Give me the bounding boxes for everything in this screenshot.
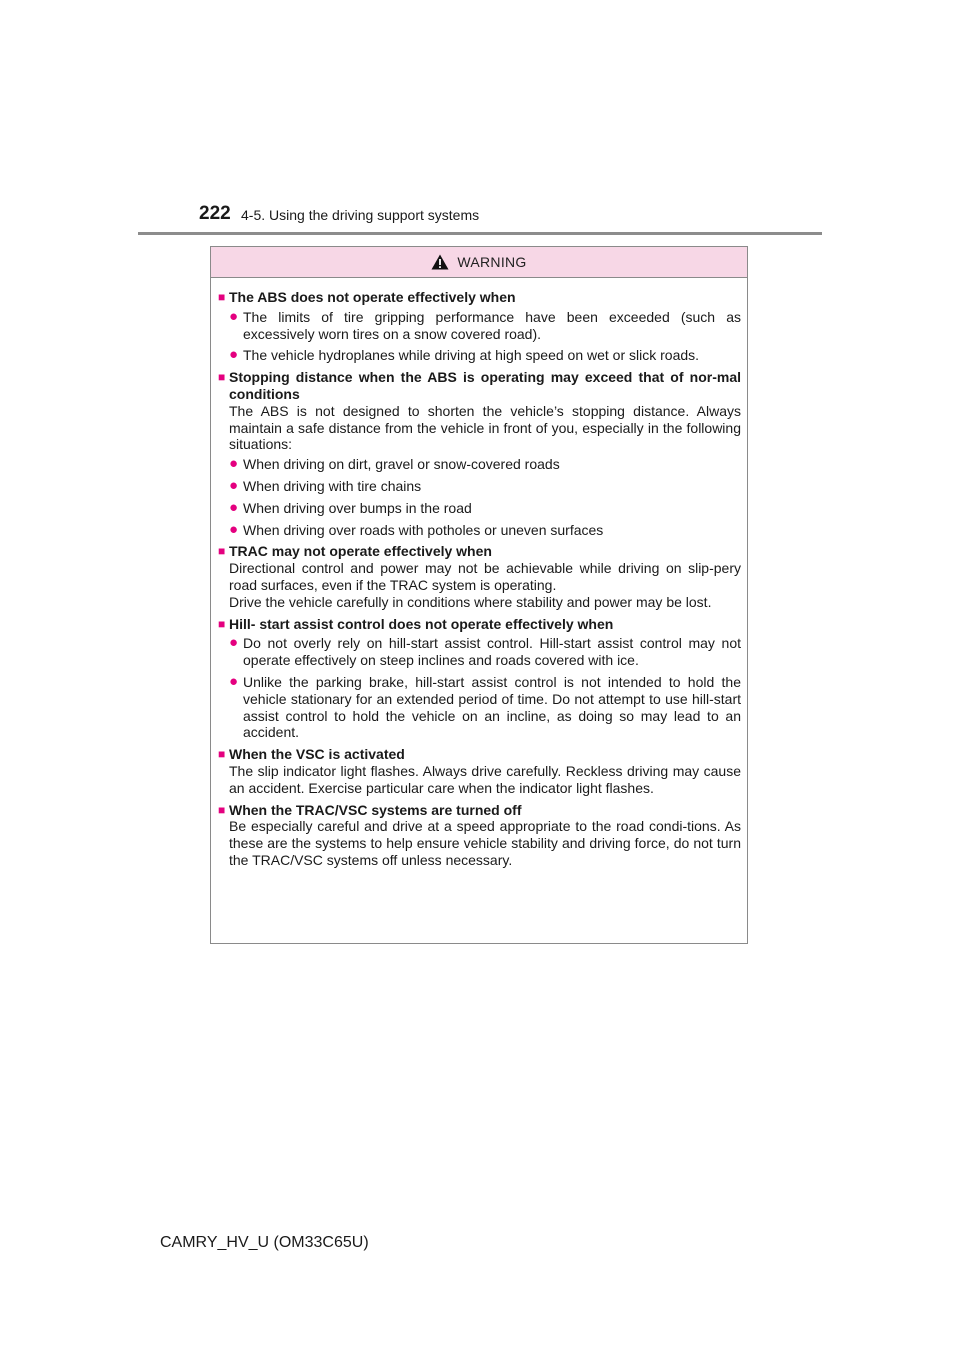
header-divider <box>138 232 822 235</box>
warning-triangle-icon <box>431 254 449 270</box>
square-bullet-icon: ■ <box>218 616 226 631</box>
bullet-text: The vehicle hydroplanes while driving at high speed on wet or slick roads. <box>243 347 700 364</box>
square-bullet-icon: ■ <box>218 747 226 762</box>
bullet-text: The limits of tire gripping performance have been exceeded (such as excessively worn tires on a snow covered road). <box>243 308 741 342</box>
bullet-text: When driving with tire chains <box>243 477 422 494</box>
warning-item-content <box>229 802 741 869</box>
bullet-list <box>229 309 741 364</box>
list-item <box>229 522 741 539</box>
warning-paragraph: Be especially careful and drive at a speed appropriate to the road condi-tions. As these are the systems to help ensure vehicle stability and driving force, do not turn the TRAC/VSC systems off unless necessary. <box>229 818 741 868</box>
bullet-list <box>229 635 741 741</box>
list-item <box>229 309 741 343</box>
circle-bullet-icon: ● <box>229 455 239 473</box>
warning-item-content <box>229 289 741 364</box>
bullet-text: When driving over roads with potholes or uneven surfaces <box>243 521 604 538</box>
warning-item <box>218 616 741 742</box>
list-item <box>229 478 741 495</box>
warning-paragraph: The ABS is not designed to shorten the vehicle’s stopping distance. Always maintain a safe distance from the vehicle in front of you, especially in the following situations: <box>229 402 741 453</box>
list-item <box>229 635 741 669</box>
page-number: 222 <box>199 203 231 224</box>
warning-item-heading: Stopping distance when the ABS is operating may exceed that of nor-mal conditions <box>229 369 741 402</box>
warning-header <box>211 247 747 278</box>
bullet-text: Do not overly rely on hill-start assist control. Hill-start assist control may not operate effectively on steep inclines and roads covered with ice. <box>243 635 741 669</box>
square-bullet-icon: ■ <box>218 290 226 304</box>
square-bullet-icon: ■ <box>218 370 226 385</box>
warning-item-content <box>229 369 741 538</box>
warning-item-content <box>229 616 741 742</box>
warning-item-heading: When the TRAC/VSC systems are turned off <box>229 801 522 818</box>
warning-item-heading: The ABS does not operate effectively when <box>229 289 516 305</box>
warning-item <box>218 802 741 869</box>
footer-model-code: CAMRY_HV_U (OM33C65U) <box>160 1234 369 1251</box>
circle-bullet-icon: ● <box>229 476 239 494</box>
circle-bullet-icon: ● <box>229 634 239 652</box>
warning-item-heading: TRAC may not operate effectively when <box>229 543 492 560</box>
list-item <box>229 347 741 364</box>
warning-body <box>211 278 747 869</box>
warning-item <box>218 746 741 796</box>
warning-item <box>218 369 741 538</box>
bullet-text: When driving over bumps in the road <box>243 499 472 516</box>
warning-item-heading: When the VSC is activated <box>229 746 405 763</box>
section-title: 4-5. Using the driving support systems <box>241 207 480 223</box>
circle-bullet-icon: ● <box>229 498 239 516</box>
list-item <box>229 500 741 517</box>
list-item <box>229 456 741 473</box>
warning-box <box>210 246 748 944</box>
warning-paragraph: Directional control and power may not be achievable while driving on slip-pery road surfaces, even if the TRAC system is operating. <box>229 560 741 593</box>
square-bullet-icon: ■ <box>218 544 226 559</box>
warning-item-content <box>229 746 741 796</box>
warning-label: WARNING <box>457 254 527 270</box>
warning-item-heading: Hill- start assist control does not operate effectively when <box>229 615 614 632</box>
square-bullet-icon: ■ <box>218 802 226 817</box>
warning-paragraph: The slip indicator light flashes. Always drive carefully. Reckless driving may cause an accident. Exercise particular care when the indicator light flashes. <box>229 762 741 796</box>
bullet-text: Unlike the parking brake, hill-start assist control is not intended to hold the vehicle stationary for an extended period of time. Do not attempt to use hill-start assist control to hold the vehicle on an incline, as doing so may lead to an accident. <box>243 673 741 741</box>
warning-item-content <box>229 543 741 610</box>
warning-paragraph: Drive the vehicle carefully in conditions where stability and power may be lost. <box>229 593 712 610</box>
circle-bullet-icon: ● <box>229 672 239 690</box>
warning-item <box>218 289 741 364</box>
circle-bullet-icon: ● <box>229 346 239 364</box>
warning-item <box>218 543 741 610</box>
bullet-text: When driving on dirt, gravel or snow-covered roads <box>243 456 560 473</box>
bullet-list <box>229 456 741 538</box>
circle-bullet-icon: ● <box>229 520 239 538</box>
circle-bullet-icon: ● <box>229 307 239 325</box>
list-item <box>229 674 741 741</box>
